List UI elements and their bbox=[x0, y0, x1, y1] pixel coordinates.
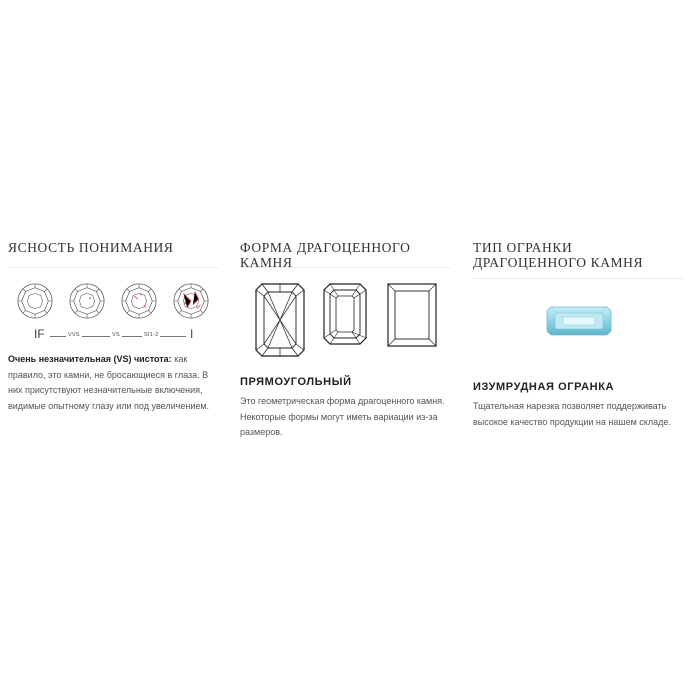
scale-label-si: SI1-2 bbox=[144, 332, 159, 338]
clarity-section bbox=[8, 240, 218, 414]
clarity-desc-text: как правило, это камни, не бросающиеся в глаза. В них присутствуют незначительные включения, видимые опытному глазу или под увеличением. bbox=[8, 354, 210, 411]
shape-description: Это геометрическая форма драгоценного камня. Некоторые формы могут иметь вариации из-за размеров. bbox=[240, 396, 445, 437]
clarity-description bbox=[8, 352, 218, 414]
emerald-shape-icon bbox=[322, 282, 368, 346]
cut-section bbox=[473, 240, 683, 430]
clarity-desc-bold: Очень незначительная (VS) чистота: bbox=[8, 354, 172, 364]
cut-name: ИЗУМРУДНАЯ ОГРАНКА bbox=[473, 381, 615, 393]
stone-vvs-icon bbox=[68, 282, 106, 320]
cut-description: Тщательная нарезка позволяет поддерживать высокое качество продукции на нашем складе. bbox=[473, 401, 671, 427]
clarity-diagram bbox=[8, 282, 218, 352]
clarity-title: ЯСНОСТЬ ПОНИМАНИЯ bbox=[8, 240, 218, 268]
stone-vs-icon bbox=[120, 282, 158, 320]
shape-name: ПРЯМОУГОЛЬНЫЙ bbox=[240, 376, 352, 388]
stone-if-icon bbox=[16, 282, 54, 320]
rectangle-shape-icon bbox=[386, 282, 438, 348]
scale-label-if: IF bbox=[34, 327, 45, 341]
cut-diagram bbox=[473, 293, 683, 365]
stone-i-icon bbox=[172, 282, 210, 320]
radiant-shape-icon bbox=[254, 282, 306, 358]
emerald-cut-gem-icon bbox=[545, 305, 613, 337]
clarity-scale bbox=[8, 326, 213, 346]
scale-label-i: I bbox=[190, 327, 194, 341]
shape-diagram bbox=[240, 282, 450, 360]
scale-label-vvs: VVS bbox=[68, 332, 80, 338]
shape-section bbox=[240, 240, 450, 441]
shape-title: ФОРМА ДРАГОЦЕННОГО КАМНЯ bbox=[240, 240, 450, 268]
cut-title: ТИП ОГРАНКИ ДРАГОЦЕННОГО КАМНЯ bbox=[473, 240, 683, 279]
scale-label-vs: VS bbox=[112, 332, 120, 338]
